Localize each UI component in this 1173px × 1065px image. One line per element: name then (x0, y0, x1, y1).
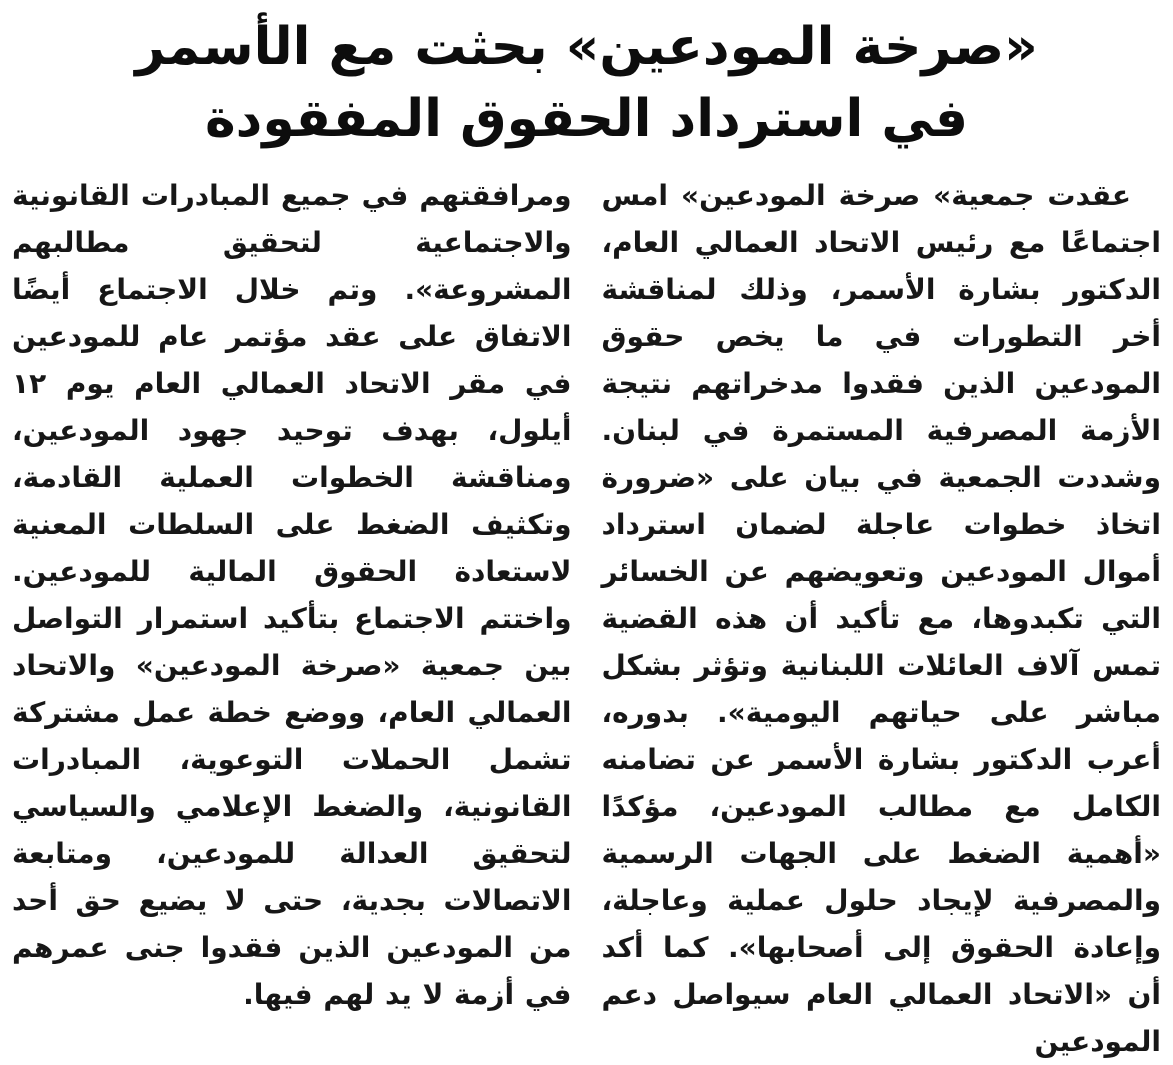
article-body (10, 166, 1163, 1065)
headline-line-1: «صرخة المودعين» بحثت مع الأسمر (10, 12, 1163, 84)
headline-line-2: في استرداد الحقوق المفقودة (10, 84, 1163, 156)
article-column-left: ومرافقتهم في جميع المبادرات القانونية والاجتماعية لتحقيق مطالبهم المشروعة». وتم خلال الاجتماع أيضًا الاتفاق على عقد مؤتمر عام للمودعين في مقر الاتحاد العمالي العام يوم ١٢ أيلول، بهدف توحيد جهود المودعين، ومناقشة الخطوات العملية القادمة، وتكثيف الضغط على السلطات المعنية لاستعادة الحقوق المالية للمودعين. واختتم الاجتماع بتأكيد استمرار التواصل بين جمعية «صرخة المودعين» والاتحاد العمالي العام، ووضع خطة عمل مشتركة تشمل الحملات التوعوية، المبادرات القانونية، والضغط الإعلامي والسياسي لتحقيق العدالة للمودعين، ومتابعة الاتصالات بجدية، حتى لا يضيع حق أحد من المودعين الذين فقدوا جنى عمرهم في أزمة لا يد لهم فيها. (12, 172, 572, 1065)
article-column-right: عقدت جمعية» صرخة المودعين» امس اجتماعًا مع رئيس الاتحاد العمالي العام، الدكتور بشارة الأسمر، وذلك لمناقشة أخر التطورات في ما يخص حقوق المودعين الذين فقدوا مدخراتهم نتيجة الأزمة المصرفية المستمرة في لبنان. وشددت الجمعية في بيان على «ضرورة اتخاذ خطوات عاجلة لضمان استرداد أموال المودعين وتعويضهم عن الخسائر التي تكبدوها، مع تأكيد أن هذه القضية تمس آلاف العائلات اللبنانية وتؤثر بشكل مباشر على حياتهم اليومية». بدوره، أعرب الدكتور بشارة الأسمر عن تضامنه الكامل مع مطالب المودعين، مؤكدًا «أهمية الضغط على الجهات الرسمية والمصرفية لإيجاد حلول عملية وعاجلة، وإعادة الحقوق إلى أصحابها». كما أكد أن «الاتحاد العمالي العام سيواصل دعم المودعين (602, 172, 1162, 1065)
article-headline (10, 12, 1163, 156)
